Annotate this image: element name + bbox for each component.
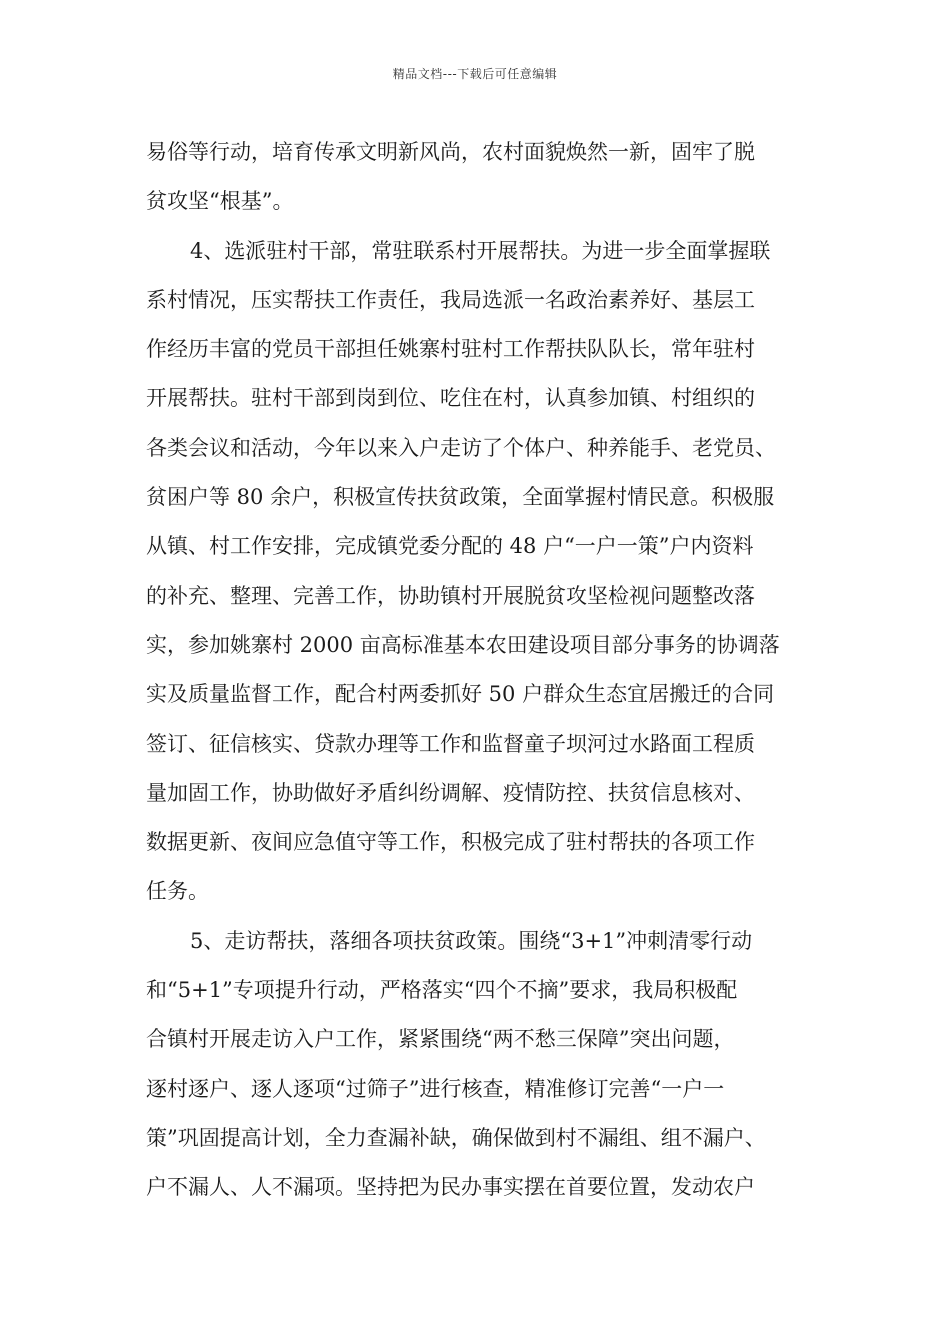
text-line: 户不漏人、人不漏项。坚持把为民办事实摆在首要位置，发动农户 (146, 1175, 755, 1200)
text-line: 数据更新、夜间应急值守等工作，积极完成了驻村帮扶的各项工作 (146, 830, 755, 855)
text-line: 的补充、整理、完善工作，协助镇村开展脱贫攻坚检视问题整改落 (146, 583, 755, 608)
paragraph-start-line: 5、走访帮扶，落细各项扶贫政策。围绕“3+1”冲刺清零行动 (190, 928, 753, 953)
text-line: 实，参加姚寨村 2000 亩高标准基本农田建设项目部分事务的协调落 (146, 632, 780, 657)
text-line: 实及质量监督工作，配合村两委抓好 50 户群众生态宜居搬迁的合同 (146, 682, 775, 707)
text-line: 量加固工作，协助做好矛盾纠纷调解、疫情防控、扶贫信息核对、 (146, 780, 755, 805)
text-line: 贫困户等 80 余户，积极宣传扶贫政策，全面掌握村情民意。积极服 (146, 485, 775, 510)
text-line: 签订、征信核实、贷款办理等工作和监督童子坝河过水路面工程质 (146, 731, 755, 756)
text-line: 和“5+1”专项提升行动，严格落实“四个不摘”要求，我局积极配 (146, 978, 738, 1003)
text-line: 策”巩固提高计划，全力查漏补缺，确保做到村不漏组、组不漏户、 (146, 1125, 766, 1150)
text-line: 系村情况，压实帮扶工作责任，我局选派一名政治素养好、基层工 (146, 287, 755, 312)
text-line: 合镇村开展走访入户工作，紧紧围绕“两不愁三保障”突出问题， (146, 1027, 735, 1052)
page-header: 精品文档---下载后可任意编辑 (392, 67, 558, 81)
text-line: 作经历丰富的党员干部担任姚寨村驻村工作帮扶队队长，常年驻村 (146, 337, 755, 362)
paragraph-start-line: 4、选派驻村干部，常驻联系村开展帮扶。为进一步全面掌握联 (190, 238, 771, 263)
text-line: 贫攻坚“根基”。 (146, 189, 294, 214)
document-body (146, 128, 810, 1213)
text-line: 任务。 (146, 879, 209, 904)
text-line: 开展帮扶。驻村干部到岗到位、吃住在村，认真参加镇、村组织的 (146, 386, 755, 411)
text-line: 从镇、村工作安排，完成镇党委分配的 48 户“一户一策”户内资料 (146, 534, 754, 559)
text-line: 逐村逐户、逐人逐项“过筛子”进行核查，精准修订完善“一户一 (146, 1076, 725, 1101)
text-line: 各类会议和活动，今年以来入户走访了个体户、种养能手、老党员、 (146, 435, 776, 460)
text-line: 易俗等行动，培育传承文明新风尚，农村面貌焕然一新，固牢了脱 (146, 140, 755, 164)
